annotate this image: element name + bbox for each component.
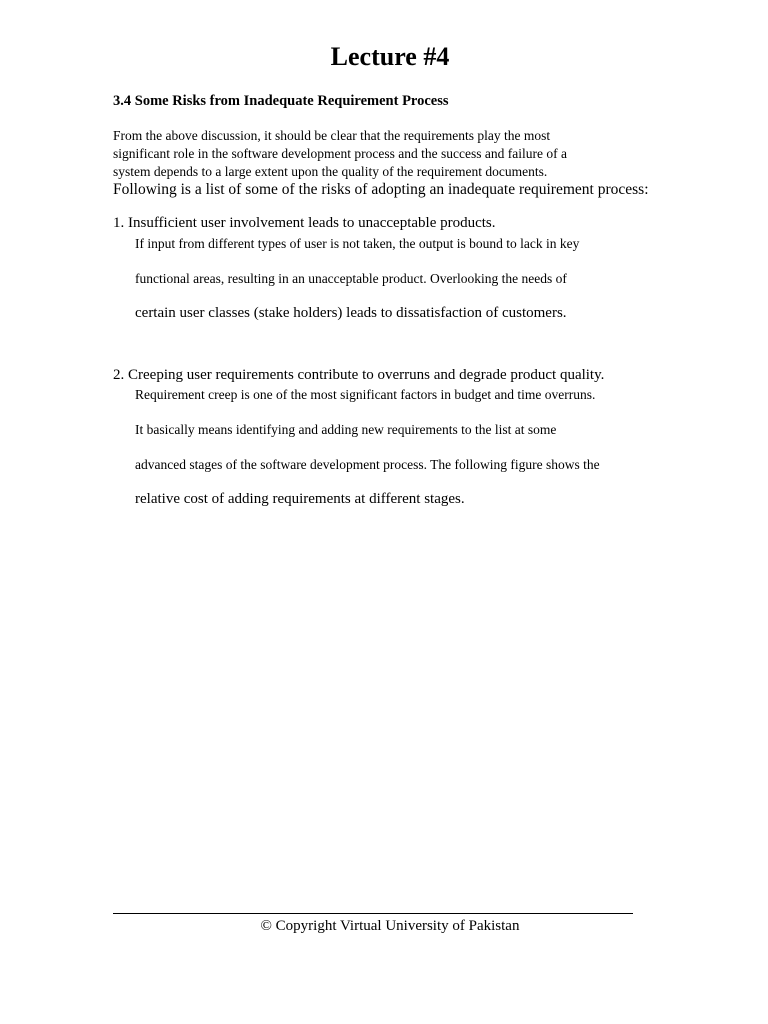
lead-line: Following is a list of some of the risks of adopting an inadequate requirement process:: [113, 181, 649, 198]
intro-line-1: From the above discussion, it should be clear that the requirements play the most: [113, 128, 551, 143]
footer-copyright: © Copyright Virtual University of Pakistan: [260, 918, 520, 934]
page-title: Lecture #4: [330, 42, 450, 71]
item-2-line-2: It basically means identifying and adding new requirements to the list at some: [135, 422, 557, 437]
item-1-title: 1. Insufficient user involvement leads to unacceptable products.: [113, 215, 496, 231]
item-2-line-3: advanced stages of the software development process. The following figure shows the: [135, 457, 600, 472]
item-2-line-1: Requirement creep is one of the most significant factors in budget and time overruns.: [135, 387, 596, 402]
item-1-line-2: functional areas, resulting in an unacceptable product. Overlooking the needs of: [135, 271, 567, 286]
section-heading: 3.4 Some Risks from Inadequate Requirement Process: [113, 93, 449, 109]
item-2-title: 2. Creeping user requirements contribute to overruns and degrade product quality.: [113, 367, 605, 383]
item-1-line-1: If input from different types of user is not taken, the output is bound to lack in key: [135, 236, 580, 251]
item-2-line-4: relative cost of adding requirements at different stages.: [135, 491, 465, 507]
intro-line-2: significant role in the software development process and the success and failure of a: [113, 146, 567, 161]
footer-divider: [113, 913, 633, 914]
item-1-line-3: certain user classes (stake holders) leads to dissatisfaction of customers.: [135, 305, 567, 321]
intro-line-3: system depends to a large extent upon the quality of the requirement documents.: [113, 164, 548, 179]
